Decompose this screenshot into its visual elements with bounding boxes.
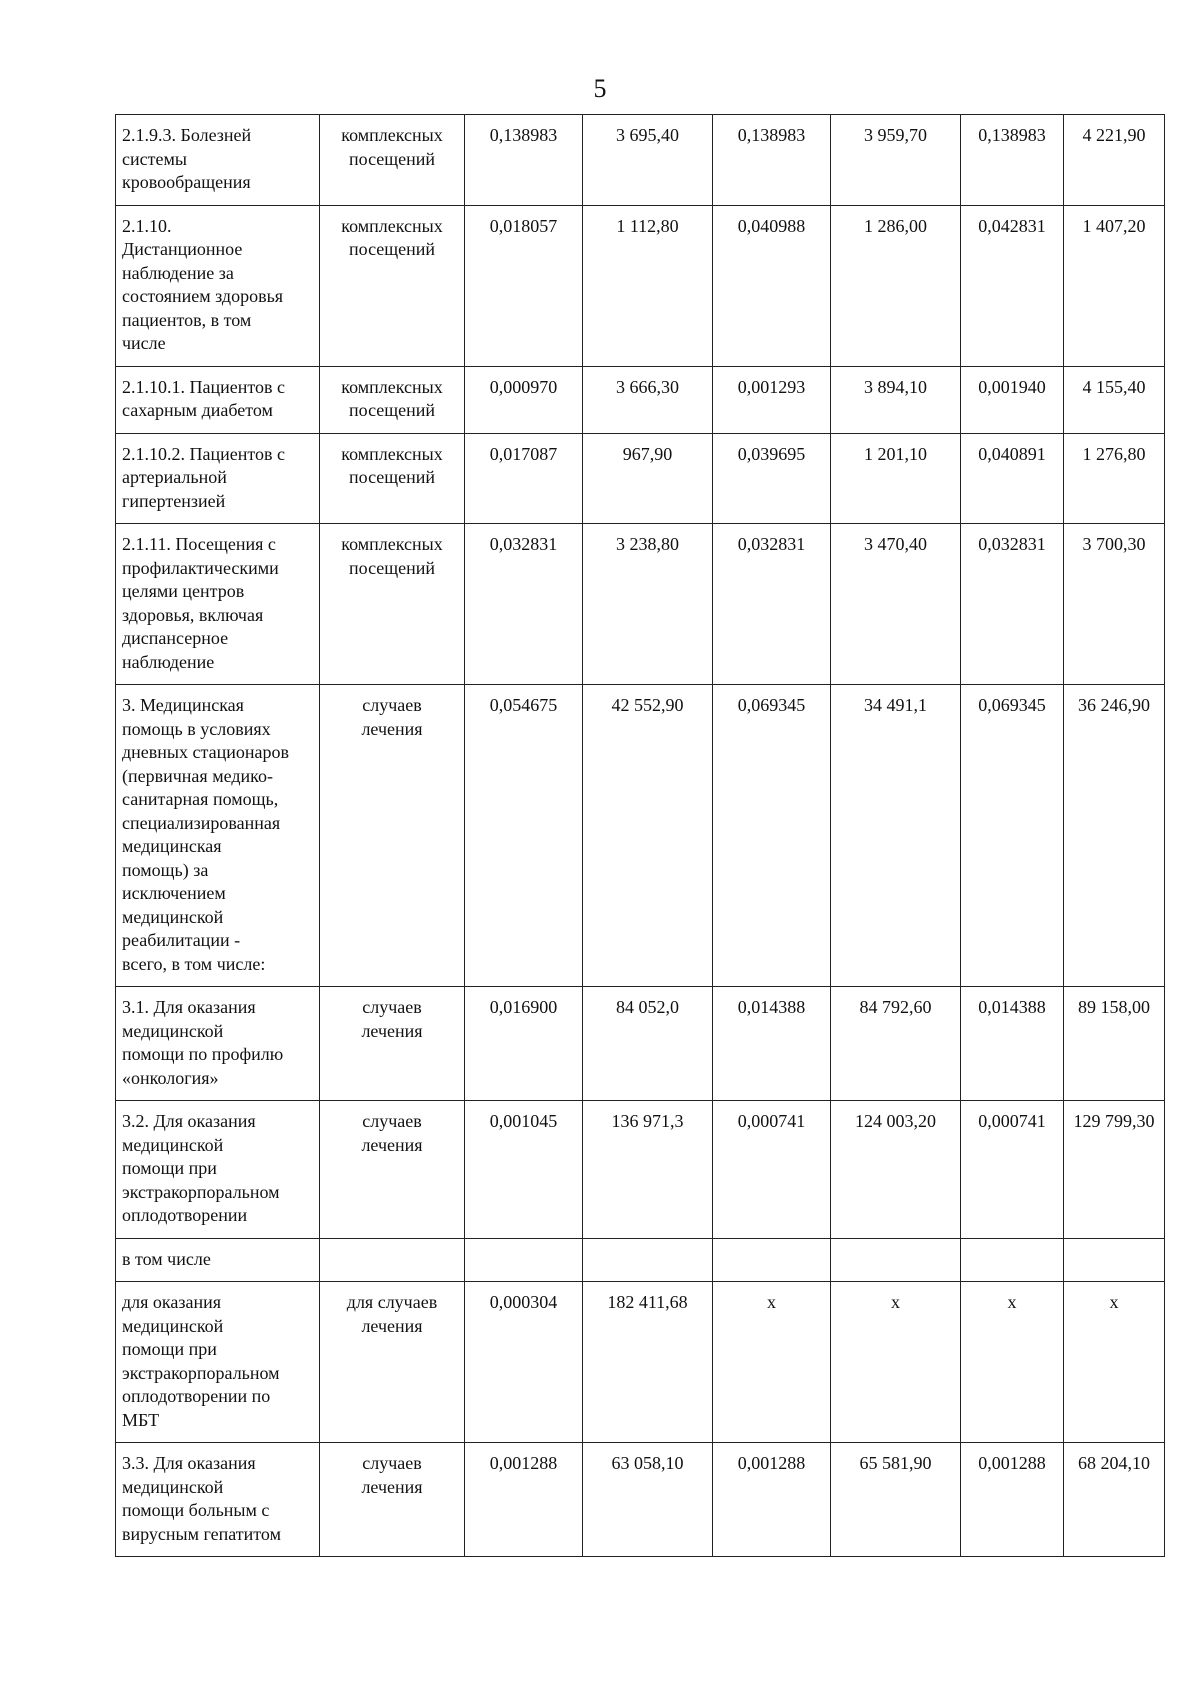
value-cell: 0,016900 (465, 987, 583, 1101)
value-cell: 0,138983 (961, 115, 1064, 206)
value-cell: х (713, 1282, 831, 1443)
value-cell: 0,000741 (961, 1101, 1064, 1239)
value-cell: 124 003,20 (831, 1101, 961, 1239)
value-cell (961, 1238, 1064, 1282)
row-unit-cell: случаев лечения (320, 987, 465, 1101)
value-cell: 34 491,1 (831, 685, 961, 987)
value-cell: 0,014388 (713, 987, 831, 1101)
table-row (116, 1238, 1165, 1282)
value-cell: 65 581,90 (831, 1443, 961, 1557)
value-cell: 967,90 (583, 433, 713, 524)
value-cell: 0,014388 (961, 987, 1064, 1101)
value-cell (713, 1238, 831, 1282)
value-cell: 36 246,90 (1064, 685, 1165, 987)
table-row (116, 685, 1165, 987)
table-row (116, 1443, 1165, 1557)
value-cell: 182 411,68 (583, 1282, 713, 1443)
value-cell: х (831, 1282, 961, 1443)
value-cell (583, 1238, 713, 1282)
value-cell: 1 201,10 (831, 433, 961, 524)
row-name-cell: 2.1.10. Дистанционное наблюдение за состоянием здоровья пациентов, в том числе (116, 205, 320, 366)
value-cell: 0,040988 (713, 205, 831, 366)
row-name-cell: 3.2. Для оказания медицинской помощи при экстракорпоральном оплодотворении (116, 1101, 320, 1239)
value-cell: 3 894,10 (831, 366, 961, 433)
value-cell: 3 695,40 (583, 115, 713, 206)
value-cell: 63 058,10 (583, 1443, 713, 1557)
table-row (116, 524, 1165, 685)
value-cell: 0,032831 (713, 524, 831, 685)
value-cell: 1 112,80 (583, 205, 713, 366)
value-cell: 4 221,90 (1064, 115, 1165, 206)
value-cell: 0,001940 (961, 366, 1064, 433)
value-cell: 0,000741 (713, 1101, 831, 1239)
row-unit-cell: комплексных посещений (320, 433, 465, 524)
value-cell: 1 286,00 (831, 205, 961, 366)
value-cell: 0,069345 (713, 685, 831, 987)
table-row (116, 1282, 1165, 1443)
value-cell: 0,000970 (465, 366, 583, 433)
value-cell: 0,069345 (961, 685, 1064, 987)
table-row (116, 366, 1165, 433)
row-unit-cell: для случаев лечения (320, 1282, 465, 1443)
value-cell: 129 799,30 (1064, 1101, 1165, 1239)
value-cell: 4 155,40 (1064, 366, 1165, 433)
table-row (116, 987, 1165, 1101)
row-unit-cell: случаев лечения (320, 1101, 465, 1239)
value-cell: 0,001288 (713, 1443, 831, 1557)
value-cell: 0,001045 (465, 1101, 583, 1239)
value-cell: 0,018057 (465, 205, 583, 366)
value-cell: х (1064, 1282, 1165, 1443)
table-row (116, 1101, 1165, 1239)
row-name-cell: 2.1.11. Посещения с профилактическими целями центров здоровья, включая диспансерное наблюдение (116, 524, 320, 685)
row-name-cell: 2.1.10.1. Пациентов с сахарным диабетом (116, 366, 320, 433)
value-cell: 89 158,00 (1064, 987, 1165, 1101)
value-cell: 0,032831 (465, 524, 583, 685)
value-cell (1064, 1238, 1165, 1282)
row-unit-cell: комплексных посещений (320, 205, 465, 366)
row-name-cell: 2.1.10.2. Пациентов с артериальной гипертензией (116, 433, 320, 524)
value-cell: 42 552,90 (583, 685, 713, 987)
value-cell (831, 1238, 961, 1282)
value-cell: 84 792,60 (831, 987, 961, 1101)
value-cell: 0,001288 (961, 1443, 1064, 1557)
value-cell: 0,032831 (961, 524, 1064, 685)
value-cell: 0,017087 (465, 433, 583, 524)
row-name-cell: в том числе (116, 1238, 320, 1282)
value-cell: 0,138983 (713, 115, 831, 206)
value-cell: 0,000304 (465, 1282, 583, 1443)
value-cell: 0,040891 (961, 433, 1064, 524)
row-unit-cell (320, 1238, 465, 1282)
value-cell: 3 700,30 (1064, 524, 1165, 685)
row-name-cell: 2.1.9.3. Болезней системы кровообращения (116, 115, 320, 206)
value-cell: х (961, 1282, 1064, 1443)
row-unit-cell: случаев лечения (320, 1443, 465, 1557)
row-unit-cell: случаев лечения (320, 685, 465, 987)
value-cell: 3 470,40 (831, 524, 961, 685)
value-cell: 3 959,70 (831, 115, 961, 206)
value-cell: 136 971,3 (583, 1101, 713, 1239)
row-name-cell: 3. Медицинская помощь в условиях дневных стационаров (первичная медико- санитарная помощь, специализированная медицинская помощь) за исключением медицинской реабилитации - всего, в том числе: (116, 685, 320, 987)
value-cell: 0,042831 (961, 205, 1064, 366)
value-cell: 3 238,80 (583, 524, 713, 685)
value-cell: 3 666,30 (583, 366, 713, 433)
row-name-cell: для оказания медицинской помощи при экстракорпоральном оплодотворении по МБТ (116, 1282, 320, 1443)
value-cell: 1 407,20 (1064, 205, 1165, 366)
table-row (116, 115, 1165, 206)
value-cell: 84 052,0 (583, 987, 713, 1101)
value-cell: 0,001293 (713, 366, 831, 433)
value-cell (465, 1238, 583, 1282)
value-cell: 0,001288 (465, 1443, 583, 1557)
table-row (116, 205, 1165, 366)
row-unit-cell: комплексных посещений (320, 366, 465, 433)
page-number: 5 (593, 74, 607, 103)
value-cell: 0,054675 (465, 685, 583, 987)
row-name-cell: 3.1. Для оказания медицинской помощи по профилю «онкология» (116, 987, 320, 1101)
value-cell: 0,138983 (465, 115, 583, 206)
value-cell: 68 204,10 (1064, 1443, 1165, 1557)
value-cell: 0,039695 (713, 433, 831, 524)
table-row (116, 433, 1165, 524)
value-cell: 1 276,80 (1064, 433, 1165, 524)
row-unit-cell: комплексных посещений (320, 524, 465, 685)
row-name-cell: 3.3. Для оказания медицинской помощи больным с вирусным гепатитом (116, 1443, 320, 1557)
norms-table (115, 114, 1165, 1557)
row-unit-cell: комплексных посещений (320, 115, 465, 206)
